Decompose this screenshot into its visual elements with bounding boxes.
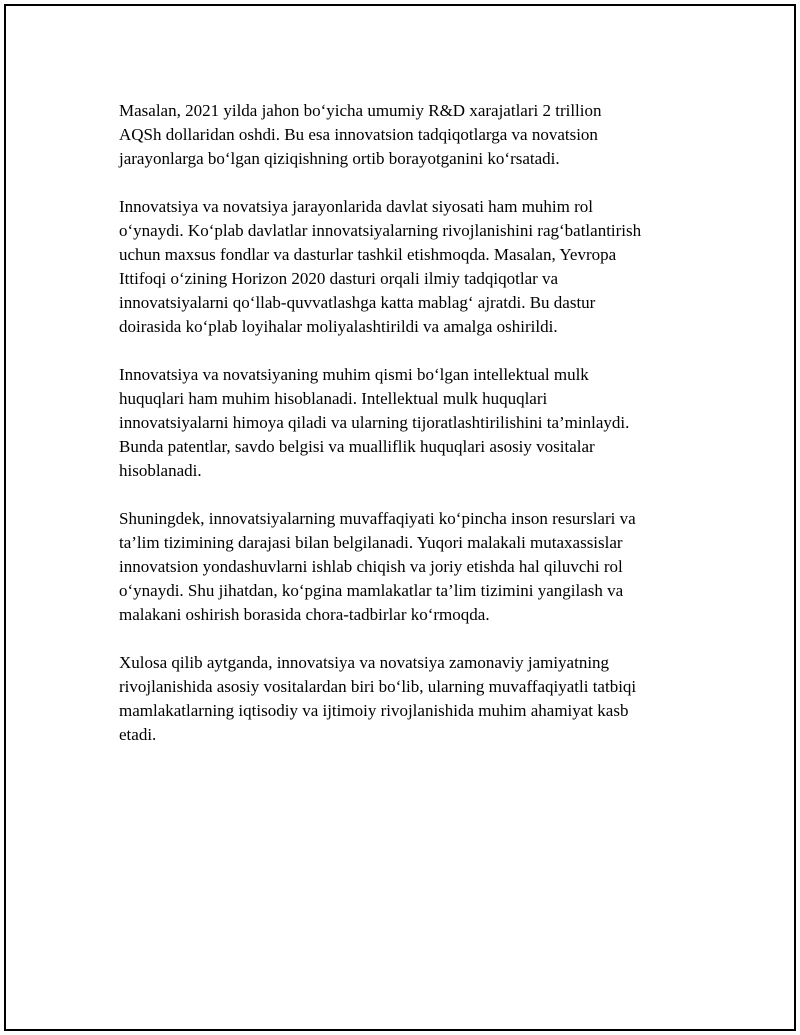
text-line: etadi. xyxy=(119,725,157,744)
text-line: Xulosa qilib aytganda, innovatsiya va novatsiya zamonaviy jamiyatning xyxy=(119,653,610,672)
paragraph-2 xyxy=(119,195,699,339)
text-line: Innovatsiya va novatsiya jarayonlarida davlat siyosati ham muhim rol xyxy=(119,197,593,216)
page-border xyxy=(4,4,796,1031)
text-line: innovatsiyalarni himoya qiladi va ularning tijoratlashtirilishini ta’minlaydi. xyxy=(119,413,630,432)
text-line: innovatsion yondashuvlarni ishlab chiqish va joriy etishda hal qiluvchi rol xyxy=(119,557,623,576)
paragraph-1 xyxy=(119,99,699,171)
document-body xyxy=(119,99,699,771)
text-line: o‘ynaydi. Shu jihatdan, ko‘pgina mamlakatlar ta’lim tizimini yangilash va xyxy=(119,581,624,600)
text-line: Innovatsiya va novatsiyaning muhim qismi bo‘lgan intellektual mulk xyxy=(119,365,589,384)
text-line: AQSh dollaridan oshdi. Bu esa innovatsion tadqiqotlarga va novatsion xyxy=(119,125,598,144)
text-line: o‘ynaydi. Ko‘plab davlatlar innovatsiyalarning rivojlanishini rag‘batlantirish xyxy=(119,221,642,240)
text-line: mamlakatlarning iqtisodiy va ijtimoiy rivojlanishida muhim ahamiyat kasb xyxy=(119,701,629,720)
text-line: Masalan, 2021 yilda jahon bo‘yicha umumiy R&D xarajatlari 2 trillion xyxy=(119,101,602,120)
text-line: Bunda patentlar, savdo belgisi va mualliflik huquqlari asosiy vositalar xyxy=(119,437,595,456)
text-line: Ittifoqi o‘zining Horizon 2020 dasturi orqali ilmiy tadqiqotlar va xyxy=(119,269,559,288)
text-line: uchun maxsus fondlar va dasturlar tashkil etishmoqda. Masalan, Yevropa xyxy=(119,245,617,264)
text-line: huquqlari ham muhim hisoblanadi. Intellektual mulk huquqlari xyxy=(119,389,548,408)
text-line: doirasida ko‘plab loyihalar moliyalashtirildi va amalga oshirildi. xyxy=(119,317,558,336)
text-line: malakani oshirish borasida chora-tadbirlar ko‘rmoqda. xyxy=(119,605,490,624)
text-line: innovatsiyalarni qo‘llab-quvvatlashga katta mablag‘ ajratdi. Bu dastur xyxy=(119,293,596,312)
text-line: Shuningdek, innovatsiyalarning muvaffaqiyati ko‘pincha inson resurslari va xyxy=(119,509,636,528)
text-line: hisoblanadi. xyxy=(119,461,202,480)
text-line: rivojlanishida asosiy vositalardan biri bo‘lib, ularning muvaffaqiyatli tatbiqi xyxy=(119,677,637,696)
text-line: ta’lim tizimining darajasi bilan belgilanadi. Yuqori malakali mutaxassislar xyxy=(119,533,623,552)
paragraph-5 xyxy=(119,651,699,747)
text-line: jarayonlarga bo‘lgan qiziqishning ortib borayotganini ko‘rsatadi. xyxy=(119,149,560,168)
paragraph-3 xyxy=(119,363,699,483)
paragraph-4 xyxy=(119,507,699,627)
